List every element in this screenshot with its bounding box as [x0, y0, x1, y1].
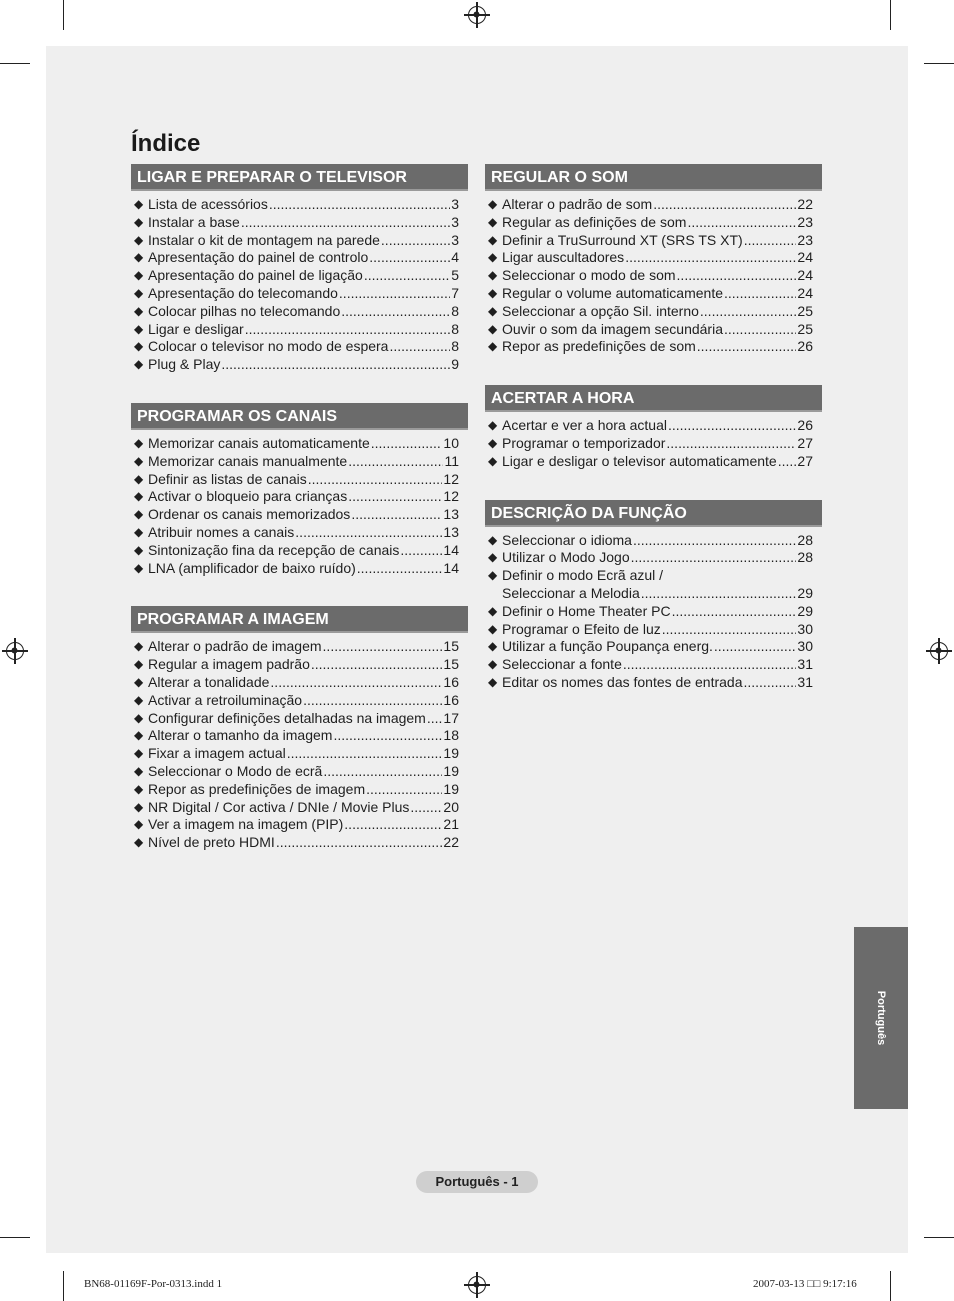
- dot-leader: [677, 267, 797, 285]
- dot-leader: [371, 435, 443, 453]
- crop-mark: [0, 1237, 30, 1238]
- diamond-bullet-icon: ◆: [134, 268, 144, 283]
- entry-label: Seleccionar o idioma: [502, 531, 632, 548]
- dot-leader: [295, 524, 442, 542]
- dot-leader: [400, 542, 442, 560]
- registration-mark-icon: [930, 642, 948, 660]
- section-items: [485, 412, 822, 470]
- diamond-bullet-icon: ◆: [488, 621, 498, 636]
- entry-label: Alterar o tamanho da imagem: [148, 727, 333, 744]
- toc-entry[interactable]: [131, 453, 468, 471]
- section-items: [485, 527, 822, 692]
- diamond-bullet-icon: ◆: [488, 303, 498, 318]
- diamond-bullet-icon: ◆: [134, 639, 144, 654]
- toc-entry[interactable]: [131, 816, 468, 834]
- diamond-bullet-icon: ◆: [134, 674, 144, 689]
- toc-entry[interactable]: [131, 542, 468, 560]
- diamond-bullet-icon: ◆: [134, 339, 144, 354]
- dot-leader: [714, 638, 797, 656]
- diamond-bullet-icon: ◆: [134, 453, 144, 468]
- entry-page-number: 11: [444, 452, 459, 469]
- toc-entry[interactable]: [131, 471, 468, 489]
- toc-entry[interactable]: [485, 656, 822, 674]
- dot-leader: [221, 356, 450, 374]
- entry-label: Utilizar o Modo Jogo: [502, 549, 630, 566]
- dot-leader: [668, 417, 796, 435]
- diamond-bullet-icon: ◆: [134, 817, 144, 832]
- entry-label: NR Digital / Cor activa / DNIe / Movie Plus: [148, 798, 410, 815]
- entry-page-number: 22: [797, 196, 813, 212]
- entry-page-number: 19: [443, 762, 459, 779]
- entry-page-number: 27: [797, 452, 813, 469]
- entry-page-number: 8: [451, 302, 459, 319]
- toc-entry[interactable]: [131, 656, 468, 674]
- section-heading: PROGRAMAR A IMAGEM: [131, 606, 468, 633]
- dot-leader: [641, 585, 797, 603]
- toc-entry[interactable]: [131, 285, 468, 303]
- entry-label: Definir a TruSurround XT (SRS TS XT): [502, 231, 743, 248]
- entry-page-number: 16: [443, 691, 459, 708]
- dot-leader: [348, 453, 443, 471]
- side-tab-label: Português: [875, 990, 887, 1046]
- crop-mark: [63, 0, 64, 30]
- entry-page-number: 28: [797, 531, 813, 548]
- toc-entry[interactable]: [131, 781, 468, 799]
- toc-right-column: [485, 164, 822, 692]
- dot-leader: [744, 232, 797, 250]
- toc-entry[interactable]: [485, 549, 822, 567]
- entry-page-number: 14: [443, 559, 459, 576]
- entry-label: Regular a imagem padrão: [148, 656, 310, 673]
- diamond-bullet-icon: ◆: [488, 603, 498, 618]
- entry-label: Programar o Efeito de luz: [502, 620, 661, 637]
- dot-leader: [341, 303, 450, 321]
- diamond-bullet-icon: ◆: [488, 674, 498, 689]
- entry-page-number: 20: [443, 798, 459, 815]
- toc-entry[interactable]: [131, 524, 468, 542]
- dot-leader: [241, 214, 450, 232]
- entry-page-number: 18: [443, 727, 459, 744]
- diamond-bullet-icon: ◆: [488, 232, 498, 247]
- toc-entry[interactable]: [131, 560, 468, 578]
- toc-section: [131, 403, 468, 577]
- section-heading: ACERTAR A HORA: [485, 385, 822, 412]
- entry-page-number: 25: [797, 320, 813, 337]
- entry-page-number: 14: [443, 541, 459, 558]
- toc-entry[interactable]: [131, 232, 468, 250]
- diamond-bullet-icon: ◆: [134, 657, 144, 672]
- entry-label: Alterar a tonalidade: [148, 673, 270, 690]
- entry-label: Memorizar canais manualmente: [148, 452, 348, 469]
- toc-entry[interactable]: [131, 799, 468, 817]
- diamond-bullet-icon: ◆: [488, 550, 498, 565]
- diamond-bullet-icon: ◆: [134, 728, 144, 743]
- dot-leader: [276, 834, 443, 852]
- dot-leader: [724, 285, 796, 303]
- dot-leader: [311, 656, 443, 674]
- toc-entry[interactable]: [131, 710, 468, 728]
- dot-leader: [389, 338, 450, 356]
- diamond-bullet-icon: ◆: [134, 489, 144, 504]
- dot-leader: [381, 232, 450, 250]
- toc-entry[interactable]: [131, 249, 468, 267]
- dot-leader: [623, 656, 797, 674]
- toc-entry[interactable]: [131, 506, 468, 524]
- dot-leader: [625, 249, 796, 267]
- entry-page-number: 21: [443, 816, 459, 833]
- entry-label: Acertar e ver a hora actual: [502, 417, 667, 434]
- entry-page-number: 30: [797, 638, 813, 655]
- dot-leader: [778, 453, 797, 471]
- entry-page-number: 15: [443, 656, 459, 673]
- entry-label: Seleccionar o Modo de ecrã: [148, 762, 323, 779]
- dot-leader: [270, 674, 442, 692]
- entry-label: Editar os nomes das fontes de entrada: [502, 673, 743, 690]
- entry-page-number: 15: [443, 638, 459, 655]
- footer-timestamp: 2007-03-13 □□ 9:17:16: [753, 1278, 857, 1290]
- toc-entry[interactable]: [131, 321, 468, 339]
- toc-entry[interactable]: [131, 488, 468, 506]
- dot-leader: [631, 549, 797, 567]
- toc-entry[interactable]: [485, 417, 822, 435]
- crop-mark: [890, 0, 891, 30]
- entry-label: Seleccionar o modo de som: [502, 267, 676, 284]
- entry-page-number: 3: [451, 213, 459, 230]
- entry-label: Sintonização fina da recepção de canais: [148, 541, 400, 558]
- section-items: [131, 430, 468, 577]
- toc-entry[interactable]: [131, 692, 468, 710]
- dot-leader: [357, 560, 443, 578]
- dot-leader: [743, 674, 796, 692]
- entry-label: Seleccionar a opção Sil. interno: [502, 302, 699, 319]
- entry-label: Colocar o televisor no modo de espera: [148, 338, 389, 355]
- entry-label: Ligar auscultadores: [502, 249, 625, 266]
- entry-label: Ver a imagem na imagem (PIP): [148, 816, 344, 833]
- entry-page-number: 7: [451, 284, 459, 301]
- diamond-bullet-icon: ◆: [134, 692, 144, 707]
- entry-label-line1: Definir o modo Ecrã azul /: [502, 567, 664, 584]
- dot-leader: [427, 710, 443, 728]
- diamond-bullet-icon: ◆: [134, 357, 144, 372]
- toc-entry[interactable]: [485, 621, 822, 639]
- entry-label: Alterar o padrão de som: [502, 196, 653, 212]
- toc-entry[interactable]: [485, 532, 822, 550]
- section-items: [131, 633, 468, 852]
- section-heading: PROGRAMAR OS CANAIS: [131, 403, 468, 430]
- dot-leader: [672, 603, 797, 621]
- entry-label: Colocar pilhas no telecomando: [148, 302, 341, 319]
- crop-mark: [924, 63, 954, 64]
- entry-page-number: 13: [443, 506, 459, 523]
- dot-leader: [366, 781, 442, 799]
- toc-entry[interactable]: [485, 567, 822, 603]
- entry-label: Definir o Home Theater PC: [502, 602, 671, 619]
- toc-entry[interactable]: [485, 232, 822, 250]
- dot-leader: [323, 638, 443, 656]
- toc-entry[interactable]: [485, 249, 822, 267]
- dot-leader: [303, 692, 442, 710]
- entry-label: Apresentação do painel de ligação: [148, 267, 363, 284]
- toc-entry[interactable]: [485, 435, 822, 453]
- diamond-bullet-icon: ◆: [134, 250, 144, 265]
- entry-page-number: 28: [797, 549, 813, 566]
- entry-label: Instalar a base: [148, 213, 240, 230]
- diamond-bullet-icon: ◆: [488, 285, 498, 300]
- dot-leader: [287, 745, 443, 763]
- toc-entry[interactable]: [485, 321, 822, 339]
- entry-page-number: 10: [443, 434, 459, 451]
- entry-label: Programar o temporizador: [502, 434, 666, 451]
- entry-page-number: 5: [451, 267, 459, 284]
- diamond-bullet-icon: ◆: [488, 339, 498, 354]
- registration-mark-icon: [6, 642, 24, 660]
- diamond-bullet-icon: ◆: [488, 268, 498, 283]
- entry-label: Regular as definições de som: [502, 213, 687, 230]
- toc-entry[interactable]: [485, 338, 822, 356]
- crop-mark: [924, 1237, 954, 1238]
- entry-page-number: 25: [797, 302, 813, 319]
- toc-section: [131, 606, 468, 852]
- entry-label: Instalar o kit de montagem na parede: [148, 231, 380, 248]
- entry-label: Fixar a imagem actual: [148, 745, 286, 762]
- dot-leader: [344, 816, 442, 834]
- entry-page-number: 16: [443, 673, 459, 690]
- dot-leader: [687, 214, 796, 232]
- dot-leader: [323, 763, 442, 781]
- diamond-bullet-icon: ◆: [134, 560, 144, 575]
- toc-entry[interactable]: [131, 214, 468, 232]
- toc-entry[interactable]: [485, 214, 822, 232]
- diamond-bullet-icon: ◆: [134, 524, 144, 539]
- entry-page-number: 9: [451, 356, 459, 373]
- registration-mark-icon: [468, 6, 486, 24]
- toc-entry[interactable]: [485, 285, 822, 303]
- dot-leader: [308, 471, 443, 489]
- dot-leader: [653, 196, 796, 214]
- toc-entry[interactable]: [131, 303, 468, 321]
- crop-mark: [890, 1271, 891, 1301]
- entry-page-number: 27: [797, 434, 813, 451]
- entry-page-number: 30: [797, 620, 813, 637]
- entry-page-number: 12: [443, 470, 459, 487]
- diamond-bullet-icon: ◆: [488, 532, 498, 547]
- toc-section: [131, 164, 468, 374]
- dot-leader: [339, 285, 450, 303]
- toc-entry[interactable]: [131, 338, 468, 356]
- diamond-bullet-icon: ◆: [134, 781, 144, 796]
- entry-page-number: 22: [443, 834, 459, 851]
- entry-label: Lista de acessórios: [148, 196, 268, 212]
- diamond-bullet-icon: ◆: [134, 214, 144, 229]
- diamond-bullet-icon: ◆: [488, 214, 498, 229]
- diamond-bullet-icon: ◆: [488, 453, 498, 468]
- footer-filename: BN68-01169F-Por-0313.indd 1: [84, 1278, 223, 1290]
- toc-entry[interactable]: [485, 267, 822, 285]
- diamond-bullet-icon: ◆: [134, 471, 144, 486]
- toc-section: [485, 385, 822, 470]
- diamond-bullet-icon: ◆: [134, 799, 144, 814]
- diamond-bullet-icon: ◆: [134, 285, 144, 300]
- dot-leader: [364, 267, 450, 285]
- toc-entry[interactable]: [131, 196, 468, 214]
- entry-page-number: 23: [797, 213, 813, 230]
- entry-label: Configurar definições detalhadas na imagem: [148, 709, 426, 726]
- entry-page-number: 8: [451, 338, 459, 355]
- diamond-bullet-icon: ◆: [134, 435, 144, 450]
- entry-page-number: 13: [443, 523, 459, 540]
- entry-page-number: 24: [797, 249, 813, 266]
- entry-label: Activar o bloqueio para crianças: [148, 488, 348, 505]
- diamond-bullet-icon: ◆: [488, 418, 498, 433]
- page-title: Índice: [131, 130, 201, 157]
- crop-mark: [63, 1271, 64, 1301]
- entry-label: Ligar e desligar o televisor automaticamente: [502, 452, 777, 469]
- entry-label: Alterar o padrão de imagem: [148, 638, 322, 655]
- diamond-bullet-icon: ◆: [488, 197, 498, 211]
- diamond-bullet-icon: ◆: [134, 321, 144, 336]
- diamond-bullet-icon: ◆: [134, 232, 144, 247]
- section-items: [131, 191, 468, 374]
- entry-page-number: 24: [797, 284, 813, 301]
- dot-leader: [724, 321, 796, 339]
- diamond-bullet-icon: ◆: [488, 639, 498, 654]
- entry-page-number: 29: [797, 584, 813, 601]
- dot-leader: [662, 621, 797, 639]
- entry-page-number: 29: [797, 602, 813, 619]
- entry-label: Apresentação do telecomando: [148, 284, 338, 301]
- diamond-bullet-icon: ◆: [134, 710, 144, 725]
- diamond-bullet-icon: ◆: [488, 568, 498, 583]
- dot-leader: [697, 338, 797, 356]
- dot-leader: [410, 799, 442, 817]
- diamond-bullet-icon: ◆: [134, 197, 144, 211]
- entry-page-number: 19: [443, 745, 459, 762]
- entry-label: Ouvir o som da imagem secundária: [502, 320, 723, 337]
- entry-label: Definir as listas de canais: [148, 470, 307, 487]
- entry-page-number: 8: [451, 320, 459, 337]
- entry-label: Seleccionar a Melodia: [502, 584, 640, 601]
- toc-entry[interactable]: [485, 453, 822, 471]
- toc-entry[interactable]: [131, 745, 468, 763]
- dot-leader: [369, 249, 450, 267]
- entry-page-number: 31: [797, 673, 813, 690]
- entry-label: Repor as predefinições de som: [502, 338, 696, 355]
- section-items: [485, 191, 822, 356]
- toc-entry[interactable]: [485, 303, 822, 321]
- toc-entry[interactable]: [485, 638, 822, 656]
- entry-label: Ordenar os canais memorizados: [148, 506, 351, 523]
- entry-page-number: 24: [797, 267, 813, 284]
- diamond-bullet-icon: ◆: [134, 746, 144, 761]
- page-number-badge: Português - 1: [416, 1171, 538, 1193]
- entry-page-number: 19: [443, 780, 459, 797]
- toc-entry[interactable]: [485, 603, 822, 621]
- entry-label: Nível de preto HDMI: [148, 834, 275, 851]
- toc-entry[interactable]: [485, 674, 822, 692]
- entry-label: Memorizar canais automaticamente: [148, 434, 370, 451]
- dot-leader: [333, 727, 442, 745]
- diamond-bullet-icon: ◆: [488, 321, 498, 336]
- dot-leader: [245, 321, 450, 339]
- toc-section: [485, 500, 822, 692]
- section-heading: DESCRIÇÃO DA FUNÇÃO: [485, 500, 822, 527]
- entry-label: Atribuir nomes a canais: [148, 523, 295, 540]
- toc-entry[interactable]: [131, 356, 468, 374]
- diamond-bullet-icon: ◆: [134, 763, 144, 778]
- entry-page-number: 3: [451, 196, 459, 212]
- diamond-bullet-icon: ◆: [134, 835, 144, 850]
- entry-page-number: 26: [797, 417, 813, 434]
- toc-entry[interactable]: [131, 763, 468, 781]
- section-heading: REGULAR O SOM: [485, 164, 822, 191]
- entry-page-number: 4: [451, 249, 459, 266]
- toc-entry[interactable]: [131, 727, 468, 745]
- dot-leader: [700, 303, 797, 321]
- entry-label: Apresentação do painel de controlo: [148, 249, 369, 266]
- diamond-bullet-icon: ◆: [488, 657, 498, 672]
- entry-label: Repor as predefinições de imagem: [148, 780, 366, 797]
- crop-mark: [0, 63, 30, 64]
- diamond-bullet-icon: ◆: [134, 507, 144, 522]
- toc-entry[interactable]: [131, 435, 468, 453]
- section-heading: LIGAR E PREPARAR O TELEVISOR: [131, 164, 468, 191]
- language-side-tab: [854, 927, 908, 1109]
- entry-label: Regular o volume automaticamente: [502, 284, 724, 301]
- dot-leader: [348, 488, 442, 506]
- entry-label: Plug & Play: [148, 356, 221, 373]
- toc-entry[interactable]: [131, 674, 468, 692]
- dot-leader: [666, 435, 796, 453]
- entry-label: Ligar e desligar: [148, 320, 244, 337]
- dot-leader: [351, 506, 442, 524]
- entry-page-number: 12: [443, 488, 459, 505]
- diamond-bullet-icon: ◆: [134, 542, 144, 557]
- entry-page-number: 26: [797, 338, 813, 355]
- dot-leader: [633, 532, 796, 550]
- toc-section: [485, 164, 822, 356]
- entry-label: Seleccionar a fonte: [502, 656, 622, 673]
- toc-entry[interactable]: [131, 638, 468, 656]
- dot-leader: [269, 196, 450, 214]
- diamond-bullet-icon: ◆: [488, 250, 498, 265]
- entry-page-number: 23: [797, 231, 813, 248]
- toc-entry[interactable]: [131, 834, 468, 852]
- entry-page-number: 17: [443, 709, 459, 726]
- registration-mark-icon: [468, 1276, 486, 1294]
- toc-left-column: [131, 164, 468, 852]
- entry-page-number: 3: [451, 231, 459, 248]
- toc-entry[interactable]: [485, 196, 822, 214]
- toc-entry[interactable]: [131, 267, 468, 285]
- entry-label: LNA (amplificador de baixo ruído): [148, 559, 356, 576]
- entry-label: Utilizar a função Poupança energ.: [502, 638, 713, 655]
- entry-page-number: 31: [797, 656, 813, 673]
- diamond-bullet-icon: ◆: [134, 303, 144, 318]
- entry-label: Activar a retroiluminação: [148, 691, 303, 708]
- diamond-bullet-icon: ◆: [488, 435, 498, 450]
